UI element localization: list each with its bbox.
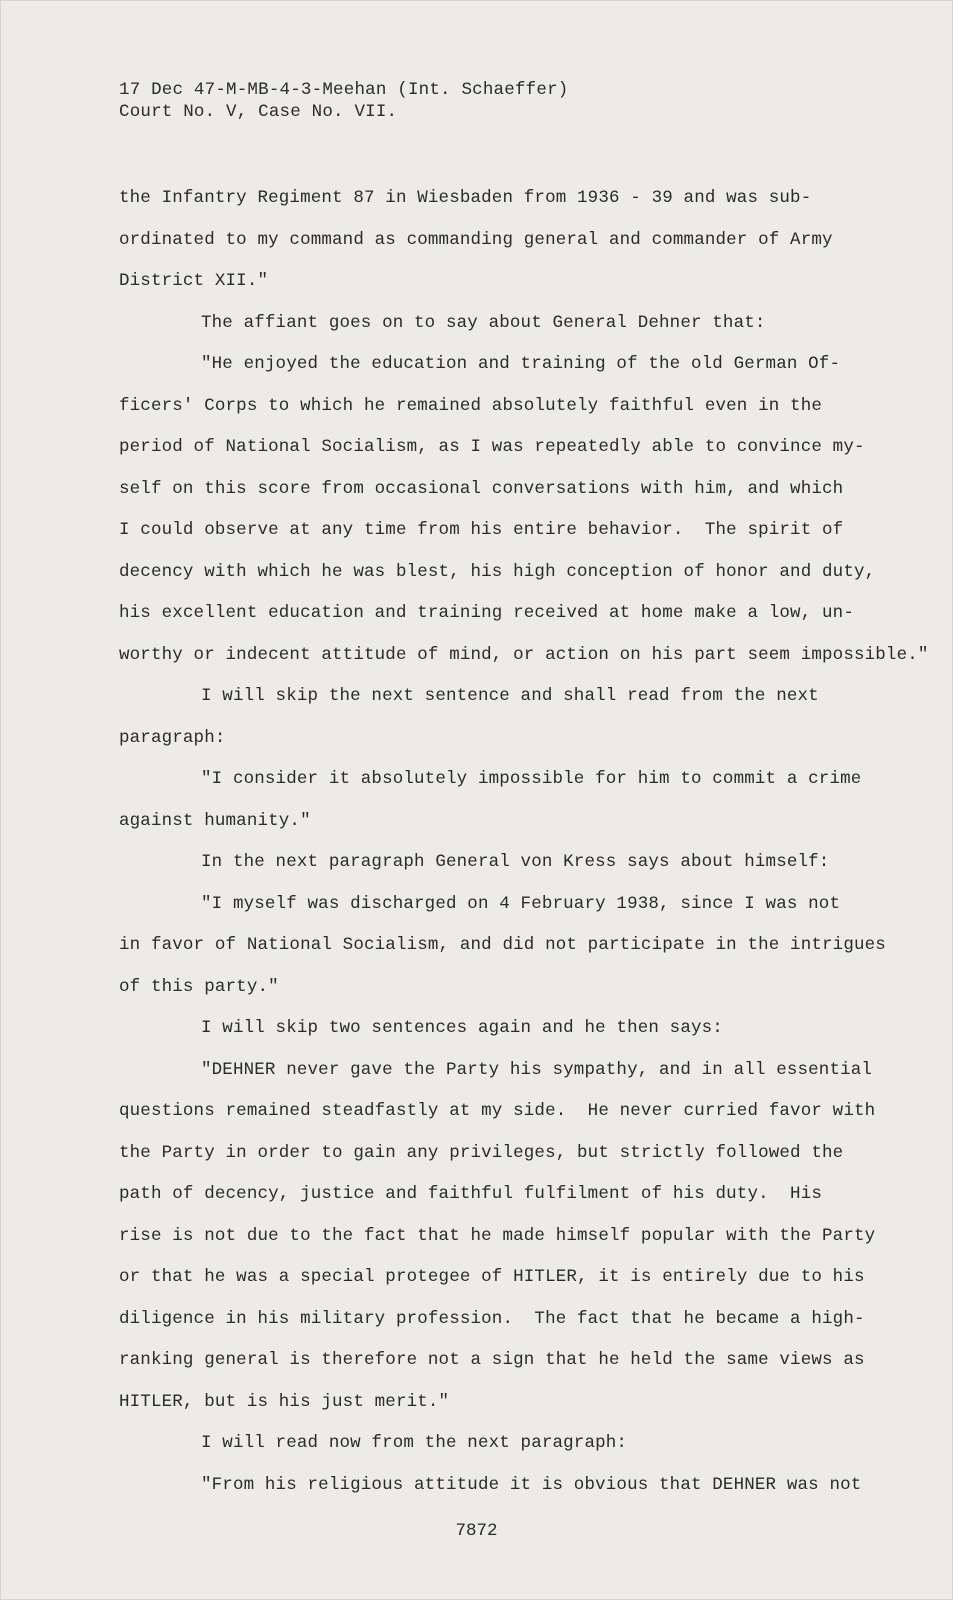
page-number: 7872 <box>455 1521 498 1541</box>
text-line: in favor of National Socialism, and did not participate in the intrigues <box>119 935 886 955</box>
text-line: worthy or indecent attitude of mind, or action on his part seem impossible." <box>119 644 929 665</box>
text-line: District XII." <box>119 271 269 291</box>
text-line: I will skip two sentences again and he then says: <box>201 1018 723 1038</box>
text-line: decency with which he was blest, his high conception of honor and duty, <box>119 561 876 582</box>
text-line: I will read now from the next paragraph: <box>201 1433 628 1453</box>
header-line-1: 17 Dec 47-M-MB-4-3-Meehan (Int. Schaeffer) <box>119 80 569 100</box>
text-line: or that he was a special protegee of HITLER, it is entirely due to his <box>119 1267 865 1287</box>
text-line: rise is not due to the fact that he made himself popular with the Party <box>119 1225 876 1246</box>
text-line: period of National Socialism, as I was repeatedly able to convince my- <box>119 437 865 457</box>
text-line: his excellent education and training received at home make a low, un- <box>119 603 854 623</box>
text-line: I will skip the next sentence and shall read from the next <box>201 686 819 706</box>
transcript-body <box>119 178 929 1506</box>
document-header <box>119 79 568 123</box>
text-line: diligence in his military profession. The fact that he became a high- <box>119 1308 865 1329</box>
text-line: "From his religious attitude it is obvious that DEHNER was not <box>201 1474 862 1495</box>
text-line: paragraph: <box>119 727 226 748</box>
text-line: ordinated to my command as commanding general and commander of Army <box>119 229 833 250</box>
text-line: ficers' Corps to which he remained absolutely faithful even in the <box>119 395 823 416</box>
text-line: The affiant goes on to say about General Dehner that: <box>201 312 766 333</box>
header-line-2: Court No. V, Case No. VII. <box>119 102 398 122</box>
text-line: "DEHNER never gave the Party his sympathy, and in all essential <box>201 1059 873 1080</box>
text-line: the Party in order to gain any privileges, but strictly followed the <box>119 1142 844 1163</box>
text-line: "I consider it absolutely impossible for him to commit a crime <box>201 769 862 789</box>
text-line: the Infantry Regiment 87 in Wiesbaden from 1936 - 39 and was sub- <box>119 188 812 208</box>
text-line: ranking general is therefore not a sign that he held the same views as <box>119 1350 865 1370</box>
text-line: against humanity." <box>119 810 311 831</box>
text-line: self on this score from occasional conversations with him, and which <box>119 478 844 499</box>
text-line: path of decency, justice and faithful fulfilment of his duty. His <box>119 1184 823 1204</box>
text-line: "He enjoyed the education and training of the old German Of- <box>201 354 841 374</box>
text-line: of this party." <box>119 976 279 997</box>
text-line: questions remained steadfastly at my side. He never curried favor with <box>119 1101 876 1121</box>
text-line: In the next paragraph General von Kress says about himself: <box>201 852 830 872</box>
text-line: HITLER, but is his just merit." <box>119 1391 450 1412</box>
text-line: I could observe at any time from his entire behavior. The spirit of <box>119 520 844 540</box>
text-line: "I myself was discharged on 4 February 1938, since I was not <box>201 893 841 914</box>
